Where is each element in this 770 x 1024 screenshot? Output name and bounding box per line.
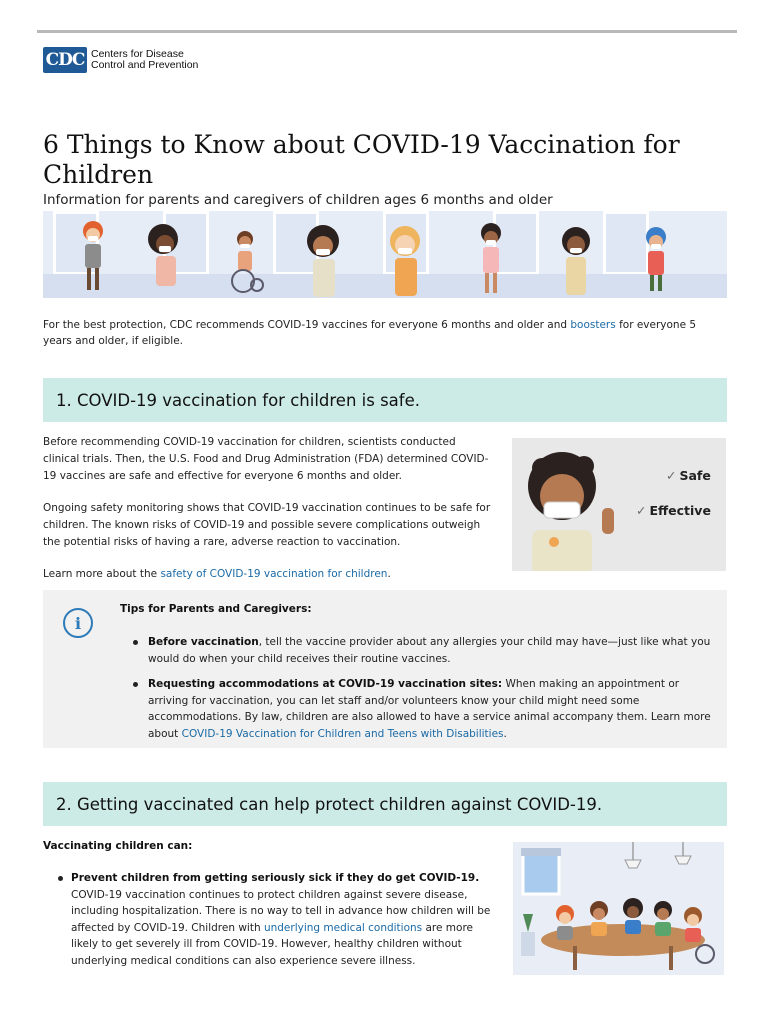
safe-effective-illustration <box>512 438 726 571</box>
safety-link[interactable]: safety of COVID-19 vaccination for children <box>160 568 388 580</box>
section-1-paragraph-1: Before recommending COVID-19 vaccination for children, scientists conducted clinical trials. Then, the U.S. Food and Drug Administration (FDA) determined COVID-19 vaccines are safe and effective for everyone 6 months and older. <box>43 436 489 482</box>
checkmark-icon: ✓ <box>636 503 647 518</box>
medical-conditions-link[interactable]: underlying medical conditions <box>263 921 423 934</box>
section-1-paragraph-2: Ongoing safety monitoring shows that COVID-19 vaccination continues to be safe for children. The known risks of COVID-19 and possible severe complications outweigh the potential risks of having a rare, adverse reaction to vaccination. <box>43 502 491 548</box>
cdc-logo-mark: CDC <box>43 47 87 73</box>
section-2-lead: Vaccinating children can: <box>43 840 193 852</box>
classroom-illustration <box>513 842 724 975</box>
disabilities-link[interactable]: COVID-19 Vaccination for Children and Teens with Disabilities <box>181 727 504 740</box>
section-1-heading: 1. COVID-19 vaccination for children is safe. <box>43 378 727 422</box>
boosters-link[interactable]: boosters <box>570 319 616 331</box>
section-2-heading: 2. Getting vaccinated can help protect children against COVID-19. <box>43 782 727 826</box>
list-item: Before vaccination, tell the vaccine provider about any allergies your child may have—just like what you would do when your child receives their routine vaccines. <box>133 634 717 667</box>
safe-label: ✓ Safe <box>666 468 711 483</box>
children-banner-illustration <box>43 211 727 298</box>
effective-label: ✓ Effective <box>636 503 711 518</box>
cdc-logo[interactable] <box>43 47 198 73</box>
tips-box <box>43 590 727 748</box>
checkmark-icon: ✓ <box>666 468 677 483</box>
tips-title: Tips for Parents and Caregivers: <box>120 603 312 615</box>
page-title: 6 Things to Know about COVID-19 Vaccination for Children <box>43 130 680 189</box>
list-item: Prevent children from getting seriously sick if they do get COVID-19. COVID-19 vaccination continues to protect children against severe disease, including hospitalization. There is no way to tell in advance how children will be affected by COVID-19. Children with underlying medical conditions are more likely to get severely ill from COVID-19. However, healthy children without underlying medical conditions can also experience severe illness. <box>58 870 494 969</box>
tips-list <box>133 634 717 751</box>
section-2-list <box>58 870 494 969</box>
top-divider <box>37 30 737 33</box>
info-icon: i <box>63 608 93 638</box>
list-item: Requesting accommodations at COVID-19 vaccination sites: When making an appointment or arriving for vaccination, you can let staff and/or volunteers know your child might need some accommodations. By law, children are also allowed to have a service animal accompany them. Learn more about COVID-19 Vaccination for Children and Teens with Disabilities. <box>133 676 717 742</box>
intro-paragraph: For the best protection, CDC recommends COVID-19 vaccines for everyone 6 months and older and boosters for everyone 5 years and older, if eligible. <box>43 319 697 347</box>
section-1-paragraph-3: Learn more about the safety of COVID-19 vaccination for children. <box>43 568 391 580</box>
page-subtitle: Information for parents and caregivers of children ages 6 months and older <box>43 192 553 208</box>
cdc-logo-text: Centers for Disease Control and Prevention <box>91 48 199 71</box>
